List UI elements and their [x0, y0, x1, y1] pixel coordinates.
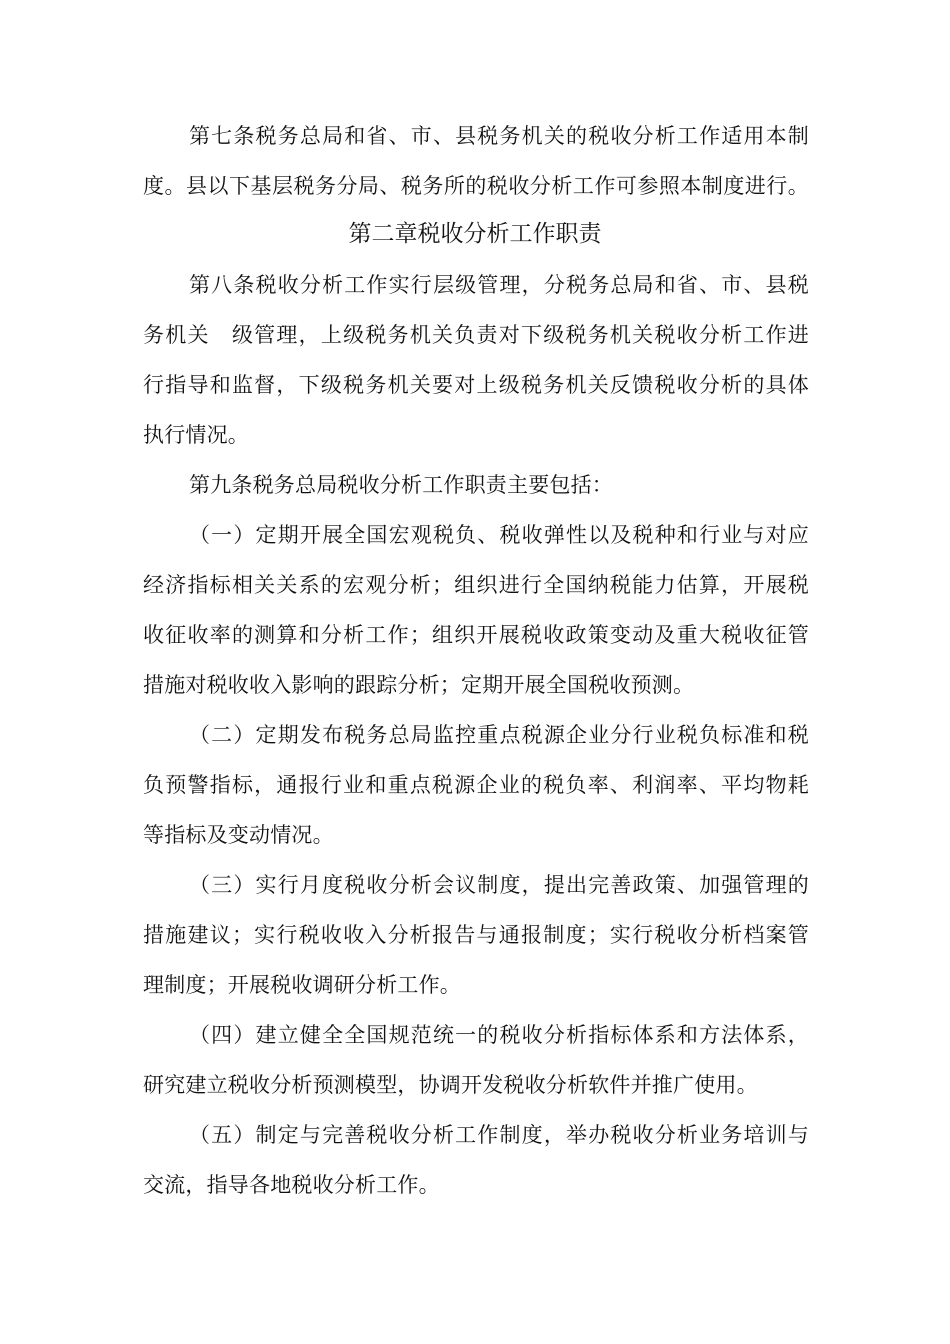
item-3-line-1: （三）实行月度税收分析会议制度，提出完善政策、加强管理的: [189, 873, 809, 897]
article-8-line-2: 务机关 级管理，上级税务机关负责对下级税务机关税收分析工作进: [143, 323, 809, 347]
article-9-line-1: 第九条税务总局税收分析工作职责主要包括：: [189, 473, 613, 497]
item-2-line-2: 负预警指标，通报行业和重点税源企业的税负率、利润率、平均物耗: [143, 773, 809, 797]
item-1-line-4: 措施对税收收入影响的跟踪分析；定期开展全国税收预测。: [143, 673, 695, 697]
item-5-line-2: 交流，指导各地税收分析工作。: [143, 1173, 440, 1197]
item-4-line-1: （四）建立健全全国规范统一的税收分析指标体系和方法体系，: [189, 1023, 809, 1047]
article-7-line-2: 度。县以下基层税务分局、税务所的税收分析工作可参照本制度进行。: [143, 174, 809, 198]
item-2-line-1: （二）定期发布税务总局监控重点税源企业分行业税负标准和税: [189, 723, 809, 747]
article-8-line-3: 行指导和监督，下级税务机关要对上级税务机关反馈税收分析的具体: [143, 373, 809, 397]
item-5-line-1: （五）制定与完善税收分析工作制度，举办税收分析业务培训与: [189, 1123, 809, 1147]
article-8-line-1: 第八条税收分析工作实行层级管理，分税务总局和省、市、县税: [189, 273, 809, 297]
item-1-line-3: 收征收率的测算和分析工作；组织开展税收政策变动及重大税收征管: [143, 623, 809, 647]
item-4-line-2: 研究建立税收分析预测模型，协调开发税收分析软件并推广使用。: [143, 1073, 758, 1097]
article-8-line-4: 执行情况。: [143, 423, 249, 447]
item-2-line-3: 等指标及变动情况。: [143, 823, 334, 847]
chapter-heading: 第二章税收分析工作职责: [348, 221, 602, 247]
item-3-line-3: 理制度；开展税收调研分析工作。: [143, 973, 461, 997]
article-7-line-1: 第七条税务总局和省、市、县税务机关的税收分析工作适用本制: [189, 124, 809, 148]
item-1-line-2: 经济指标相关关系的宏观分析；组织进行全国纳税能力估算，开展税: [143, 573, 809, 597]
item-1-line-1: （一）定期开展全国宏观税负、税收弹性以及税种和行业与对应: [189, 523, 809, 547]
item-3-line-2: 措施建议；实行税收收入分析报告与通报制度；实行税收分析档案管: [143, 923, 809, 947]
